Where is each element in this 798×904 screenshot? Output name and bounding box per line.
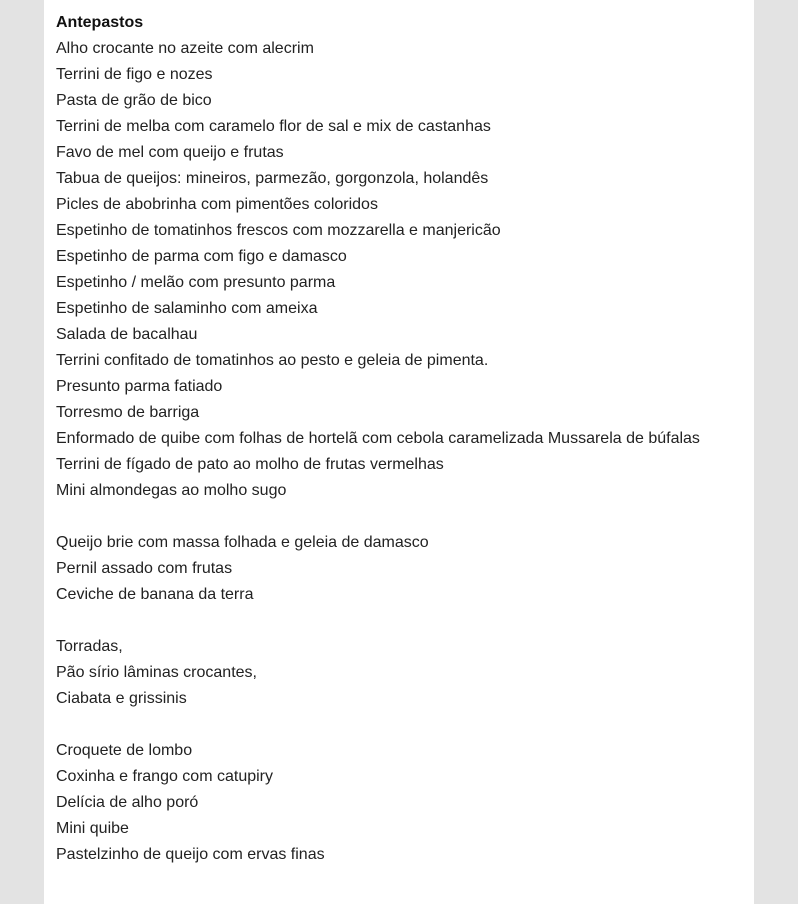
- menu-item: Mini quibe: [56, 820, 129, 837]
- menu-item: Pastelzinho de queijo com ervas finas: [56, 846, 325, 863]
- menu-item: Pasta de grão de bico: [56, 92, 212, 109]
- document-page: [44, 0, 754, 904]
- section-heading: Antepastos: [56, 14, 144, 31]
- menu-item: Pão sírio lâminas crocantes,: [56, 664, 257, 681]
- menu-group-4: [56, 738, 742, 868]
- menu-item: Espetinho de tomatinhos frescos com mozzarella e manjericão: [56, 222, 501, 239]
- menu-item: Torresmo de barriga: [56, 404, 200, 421]
- menu-item: Terrini de figo e nozes: [56, 66, 213, 83]
- blank-line: [56, 608, 742, 634]
- menu-item: Alho crocante no azeite com alecrim: [56, 40, 314, 57]
- menu-group-1: [56, 36, 742, 504]
- menu-item: Salada de bacalhau: [56, 326, 198, 343]
- blank-line: [56, 504, 742, 530]
- menu-item: Favo de mel com queijo e frutas: [56, 144, 284, 161]
- menu-item: Coxinha e frango com catupiry: [56, 768, 273, 785]
- menu-group-3: [56, 634, 742, 712]
- menu-item: Delícia de alho poró: [56, 794, 199, 811]
- menu-item: Croquete de lombo: [56, 742, 193, 759]
- menu-item: Espetinho / melão com presunto parma: [56, 274, 336, 291]
- blank-line: [56, 712, 742, 738]
- menu-item: Ciabata e grissinis: [56, 690, 187, 707]
- menu-item: Torradas,: [56, 638, 123, 655]
- menu-item: Pernil assado com frutas: [56, 560, 233, 577]
- menu-item: Espetinho de salaminho com ameixa: [56, 300, 318, 317]
- menu-item: Presunto parma fatiado: [56, 378, 223, 395]
- menu-group-2: [56, 530, 742, 608]
- menu-item: Picles de abobrinha com pimentões coloridos: [56, 196, 378, 213]
- menu-item: Enformado de quibe com folhas de hortelã com cebola caramelizada Mussarela de búfalas: [56, 430, 700, 447]
- menu-item: Terrini de melba com caramelo flor de sal e mix de castanhas: [56, 118, 491, 135]
- menu-item: Tabua de queijos: mineiros, parmezão, gorgonzola, holandês: [56, 170, 489, 187]
- menu-item: Mini almondegas ao molho sugo: [56, 482, 287, 499]
- menu-content: [56, 10, 742, 868]
- menu-item: Ceviche de banana da terra: [56, 586, 254, 603]
- menu-item: Terrini confitado de tomatinhos ao pesto e geleia de pimenta.: [56, 352, 489, 369]
- menu-item: Terrini de fígado de pato ao molho de frutas vermelhas: [56, 456, 444, 473]
- menu-item: Queijo brie com massa folhada e geleia de damasco: [56, 534, 429, 551]
- menu-item: Espetinho de parma com figo e damasco: [56, 248, 347, 265]
